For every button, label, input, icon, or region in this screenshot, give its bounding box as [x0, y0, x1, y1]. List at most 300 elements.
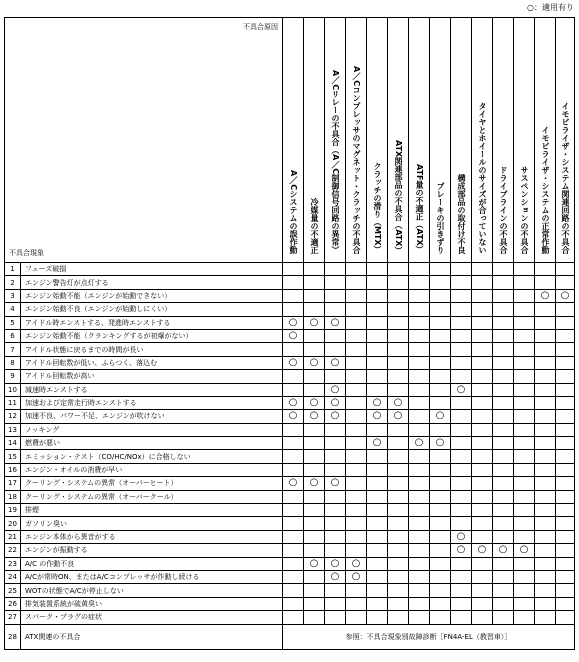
applicable-mark: ○: [309, 410, 319, 422]
cause-cell: [367, 477, 388, 490]
cause-cell: [556, 343, 575, 356]
cause-cell: [388, 611, 409, 624]
cause-cell: [430, 396, 451, 409]
applicable-mark: ○: [477, 544, 487, 556]
symptom-cell: アイドル回転数が高い: [21, 370, 283, 383]
cause-cell: [283, 329, 304, 342]
legend: ○：適用有り: [527, 3, 574, 12]
cause-cell: [430, 584, 451, 597]
cause-cell: [409, 463, 430, 476]
row-number: 15: [5, 450, 21, 463]
cause-cell: [451, 517, 472, 530]
applicable-mark: ○: [309, 397, 319, 409]
cause-cell: [451, 343, 472, 356]
applicable-mark: ○: [288, 356, 298, 368]
cause-cell: [514, 557, 535, 570]
cause-cell: [409, 450, 430, 463]
cause-cell: [430, 316, 451, 329]
cause-cell: [325, 356, 346, 369]
cause-cell: [556, 383, 575, 396]
cause-cell: [346, 584, 367, 597]
cause-cell: [388, 289, 409, 302]
cause-cell: [451, 289, 472, 302]
cause-cell: [556, 263, 575, 276]
symptom-cell: 加速および定常走行時エンストする: [21, 396, 283, 409]
cause-cell: [346, 396, 367, 409]
row-number: 12: [5, 410, 21, 423]
cause-cell: [493, 530, 514, 543]
applicable-mark: ○: [330, 356, 340, 368]
applicable-mark: ○: [540, 289, 550, 301]
cause-cell: [472, 477, 493, 490]
applicable-mark: ○: [456, 531, 466, 542]
cause-cell: [346, 450, 367, 463]
cause-cell: [472, 263, 493, 276]
cause-cell: [556, 517, 575, 530]
cause-cell: [472, 450, 493, 463]
cause-cell: [325, 276, 346, 289]
cause-cell: [472, 410, 493, 423]
applicable-mark: ○: [435, 437, 445, 449]
cause-cell: [409, 396, 430, 409]
cause-cell: [535, 276, 556, 289]
applicable-mark: ○: [288, 410, 298, 422]
cause-cell: [367, 383, 388, 396]
cause-cell: [409, 611, 430, 624]
cause-cell: [556, 450, 575, 463]
cause-cell: [514, 316, 535, 329]
cause-cell: [409, 383, 430, 396]
cause-cell: [283, 517, 304, 530]
row-number: 27: [5, 611, 21, 624]
cause-cell: [388, 356, 409, 369]
cause-cell: [409, 410, 430, 423]
symptom-cell: アイドル回転数が低い、ふらつく、落込む: [21, 356, 283, 369]
cause-cell: [556, 570, 575, 583]
applicable-mark: ○: [560, 289, 570, 301]
cause-cell: [451, 530, 472, 543]
cause-cell: [346, 289, 367, 302]
symptom-cell: 加速不良、パワー不足、エンジンが吹けない: [21, 410, 283, 423]
cause-cell: [472, 463, 493, 476]
cause-cell: [535, 557, 556, 570]
table-row: [5, 504, 575, 517]
cause-cell: [493, 584, 514, 597]
cause-cell: [514, 343, 535, 356]
cause-cell: [535, 303, 556, 316]
cause-cell: [556, 396, 575, 409]
row-number: 16: [5, 463, 21, 476]
cause-cell: [472, 356, 493, 369]
cause-cell: [430, 477, 451, 490]
table-row: [5, 383, 575, 396]
applicable-mark: ○: [330, 316, 340, 328]
cause-cell: [388, 570, 409, 583]
cause-cell: [451, 544, 472, 557]
applicable-mark: ○: [330, 410, 340, 422]
cause-cell: [556, 584, 575, 597]
cause-cell: [304, 316, 325, 329]
cause-cell: [367, 343, 388, 356]
applicable-mark: ○: [456, 544, 466, 556]
cause-cell: [493, 490, 514, 503]
cause-cell: [451, 557, 472, 570]
cause-cell: [283, 263, 304, 276]
cause-cell: [556, 329, 575, 342]
cause-cell: [283, 570, 304, 583]
column-header: A／Cコンプレッサのマグネット・クラッチの不具合: [346, 18, 367, 263]
applicable-mark: ○: [309, 356, 319, 368]
cause-cell: [325, 263, 346, 276]
cause-cell: [325, 396, 346, 409]
cause-cell: [451, 356, 472, 369]
table-row: [5, 530, 575, 543]
cause-cell: [472, 557, 493, 570]
cause-cell: [388, 276, 409, 289]
table-row: [5, 343, 575, 356]
applicable-mark: ○: [435, 410, 445, 422]
cause-cell: [325, 584, 346, 597]
cause-cell: [367, 370, 388, 383]
cause-cell: [346, 276, 367, 289]
cause-cell: [346, 303, 367, 316]
row-number: 23: [5, 557, 21, 570]
cause-cell: [451, 370, 472, 383]
cause-cell: [493, 316, 514, 329]
cause-cell: [325, 557, 346, 570]
cause-cell: [514, 490, 535, 503]
cause-cell: [325, 316, 346, 329]
cause-cell: [556, 289, 575, 302]
cause-cell: [430, 463, 451, 476]
cause-cell: [472, 584, 493, 597]
cause-cell: [493, 597, 514, 610]
symptom-cell: ノッキング: [21, 423, 283, 436]
cause-cell: [493, 423, 514, 436]
column-header: イモビライザ・システムの正常作動: [535, 18, 556, 263]
cause-cell: [514, 584, 535, 597]
column-header: サスペンションの不具合: [514, 18, 535, 263]
cause-cell: [430, 343, 451, 356]
cause-cell: [367, 263, 388, 276]
cause-cell: [472, 329, 493, 342]
table-row: [5, 463, 575, 476]
cause-cell: [283, 370, 304, 383]
table-row: [5, 611, 575, 624]
cause-cell: [409, 557, 430, 570]
column-header: 冷媒量の不適正: [304, 18, 325, 263]
cause-cell: [451, 611, 472, 624]
cause-cell: [556, 504, 575, 517]
cause-cell: [430, 597, 451, 610]
cause-cell: [367, 570, 388, 583]
cause-cell: [556, 316, 575, 329]
symptom-cell: エンジン本体から異音がする: [21, 530, 283, 543]
cause-cell: [535, 504, 556, 517]
cause-cell: [472, 530, 493, 543]
cause-cell: [430, 276, 451, 289]
cause-cell: [472, 544, 493, 557]
row-number: 6: [5, 329, 21, 342]
applicable-mark: ○: [309, 557, 319, 569]
cause-cell: [367, 490, 388, 503]
cause-cell: [367, 463, 388, 476]
cause-cell: [388, 463, 409, 476]
cause-cell: [325, 517, 346, 530]
table-row: [5, 437, 575, 450]
cause-cell: [388, 557, 409, 570]
cause-cell: [472, 289, 493, 302]
cause-cell: [493, 343, 514, 356]
applicable-mark: ○: [372, 410, 382, 422]
cause-cell: [325, 343, 346, 356]
table-row: [5, 329, 575, 342]
cause-cell: [346, 517, 367, 530]
cause-cell: [430, 490, 451, 503]
cause-cell: [367, 303, 388, 316]
column-header: ATX関連部品の不具合（ATX）: [388, 18, 409, 263]
symptom-cell: アイドル時エンストする、発進時エンストする: [21, 316, 283, 329]
symptom-cell: エンジン始動不能（クランキングするが初爆がない）: [21, 329, 283, 342]
table-row: [5, 396, 575, 409]
cause-cell: [283, 504, 304, 517]
cause-cell: [283, 437, 304, 450]
cause-cell: [367, 289, 388, 302]
cause-cell: [409, 303, 430, 316]
cause-cell: [304, 263, 325, 276]
row-number: 19: [5, 504, 21, 517]
applicable-mark: ○: [351, 557, 361, 569]
cause-cell: [346, 597, 367, 610]
cause-cell: [535, 611, 556, 624]
cause-cell: [451, 383, 472, 396]
cause-cell: [283, 557, 304, 570]
cause-cell: [514, 597, 535, 610]
cause-cell: [451, 263, 472, 276]
cause-cell: [388, 316, 409, 329]
cause-cell: [535, 477, 556, 490]
row-number: 26: [5, 597, 21, 610]
cause-cell: [451, 410, 472, 423]
cause-cell: [367, 611, 388, 624]
cause-cell: [283, 396, 304, 409]
cause-cell: [535, 289, 556, 302]
cause-cell: [451, 303, 472, 316]
cause-cell: [304, 423, 325, 436]
header-row: [5, 18, 575, 263]
cause-cell: [409, 370, 430, 383]
table-row: [5, 356, 575, 369]
cause-cell: [556, 303, 575, 316]
row-number: 13: [5, 423, 21, 436]
cause-cell: [535, 463, 556, 476]
cause-cell: [493, 410, 514, 423]
applicable-mark: ○: [519, 544, 529, 556]
row-number: 28: [5, 624, 21, 649]
cause-cell: [472, 490, 493, 503]
cause-cell: [346, 544, 367, 557]
cause-cell: [388, 343, 409, 356]
cause-cell: [304, 370, 325, 383]
cause-cell: [325, 289, 346, 302]
table-row: [5, 477, 575, 490]
cause-cell: [472, 276, 493, 289]
cause-cell: [325, 410, 346, 423]
row-number: 14: [5, 437, 21, 450]
symptom-cell: エンジン始動不良（エンジンが始動しにくい）: [21, 303, 283, 316]
cause-cell: [367, 316, 388, 329]
cause-cell: [325, 437, 346, 450]
cause-cell: [283, 490, 304, 503]
cause-cell: [535, 370, 556, 383]
column-header: イモビライザ・システム関連回路の不具合: [556, 18, 575, 263]
cause-cell: [346, 356, 367, 369]
cause-cell: [367, 504, 388, 517]
cause-cell: [430, 263, 451, 276]
table-row: [5, 557, 575, 570]
cause-cell: [514, 463, 535, 476]
cause-cell: [451, 396, 472, 409]
cause-cell: [430, 289, 451, 302]
cause-cell: [430, 530, 451, 543]
cause-cell: [493, 356, 514, 369]
cause-cell: [535, 544, 556, 557]
cause-cell: [367, 544, 388, 557]
cause-cell: [535, 437, 556, 450]
cause-cell: [409, 570, 430, 583]
cause-cell: [514, 356, 535, 369]
cause-cell: [430, 370, 451, 383]
cause-cell: [283, 276, 304, 289]
cause-cell: [409, 276, 430, 289]
cause-cell: [472, 396, 493, 409]
cause-cell: [409, 477, 430, 490]
table-row: [5, 624, 575, 649]
cause-cell: [367, 329, 388, 342]
row-number: 4: [5, 303, 21, 316]
row-number: 5: [5, 316, 21, 329]
cause-cell: [388, 517, 409, 530]
cause-cell: [388, 263, 409, 276]
cause-cell: [535, 423, 556, 436]
cause-cell: [451, 437, 472, 450]
cause-cell: [283, 477, 304, 490]
row-number: 17: [5, 477, 21, 490]
cause-cell: [514, 477, 535, 490]
cause-cell: [388, 383, 409, 396]
cause-cell: [556, 276, 575, 289]
applicable-mark: ○: [330, 383, 340, 395]
cause-cell: [535, 517, 556, 530]
cause-cell: [451, 423, 472, 436]
cause-cell: [514, 423, 535, 436]
cause-cell: [451, 316, 472, 329]
cause-cell: [535, 410, 556, 423]
cause-cell: [304, 570, 325, 583]
cause-cell: [556, 490, 575, 503]
cause-cell: [472, 303, 493, 316]
cause-cell: [556, 410, 575, 423]
cause-cell: [304, 410, 325, 423]
applicable-mark: ○: [309, 316, 319, 328]
cause-cell: [325, 303, 346, 316]
cause-cell: [346, 370, 367, 383]
cause-cell: [556, 477, 575, 490]
applicable-mark: ○: [393, 397, 403, 409]
cause-cell: [283, 343, 304, 356]
cause-cell: [556, 437, 575, 450]
cause-cell: [493, 329, 514, 342]
row-number: 9: [5, 370, 21, 383]
cause-cell: [346, 530, 367, 543]
cause-cell: [304, 557, 325, 570]
applicable-mark: ○: [456, 383, 466, 395]
column-header: ATF量の不適正（ATX）: [409, 18, 430, 263]
cause-cell: [367, 356, 388, 369]
cause-cell: [409, 517, 430, 530]
cause-cell: [409, 490, 430, 503]
cause-cell: [409, 504, 430, 517]
column-header: ドライブラインの不具合: [493, 18, 514, 263]
cause-cell: [535, 450, 556, 463]
cause-cell: [514, 263, 535, 276]
cause-cell: [493, 450, 514, 463]
cause-cell: [283, 410, 304, 423]
cause-cell: [430, 504, 451, 517]
cause-cell: [346, 383, 367, 396]
table-row: [5, 423, 575, 436]
cause-cell: [325, 423, 346, 436]
cause-cell: [388, 450, 409, 463]
cause-cell: [493, 570, 514, 583]
row-number: 8: [5, 356, 21, 369]
cause-header: 不具合原因: [243, 23, 278, 31]
cause-cell: [409, 343, 430, 356]
cause-cell: [430, 410, 451, 423]
cause-cell: [388, 477, 409, 490]
cause-cell: [451, 490, 472, 503]
table-row: [5, 410, 575, 423]
cause-cell: [430, 450, 451, 463]
symptom-cell: クーリング・システムの異常（オーバーヒート）: [21, 477, 283, 490]
corner-header: [5, 18, 283, 263]
symptom-cell: エンジン警告灯が点灯する: [21, 276, 283, 289]
cause-cell: [472, 383, 493, 396]
table-row: [5, 276, 575, 289]
cause-cell: [304, 303, 325, 316]
cause-cell: [304, 289, 325, 302]
table-row: [5, 450, 575, 463]
cause-cell: [535, 584, 556, 597]
row-number: 18: [5, 490, 21, 503]
cause-cell: [325, 597, 346, 610]
cause-cell: [556, 544, 575, 557]
applicable-mark: ○: [309, 477, 319, 489]
cause-cell: [388, 370, 409, 383]
cause-cell: [430, 517, 451, 530]
applicable-mark: ○: [288, 330, 298, 342]
cause-cell: [304, 437, 325, 450]
applicable-mark: ○: [414, 437, 424, 449]
cause-cell: [325, 504, 346, 517]
cause-cell: [346, 570, 367, 583]
symptom-cell: エミッション・テスト（CO/HC/NOx）に合格しない: [21, 450, 283, 463]
cause-cell: [346, 611, 367, 624]
applicable-mark: ○: [351, 571, 361, 583]
cause-cell: [346, 263, 367, 276]
cause-cell: [367, 450, 388, 463]
cause-cell: [283, 611, 304, 624]
